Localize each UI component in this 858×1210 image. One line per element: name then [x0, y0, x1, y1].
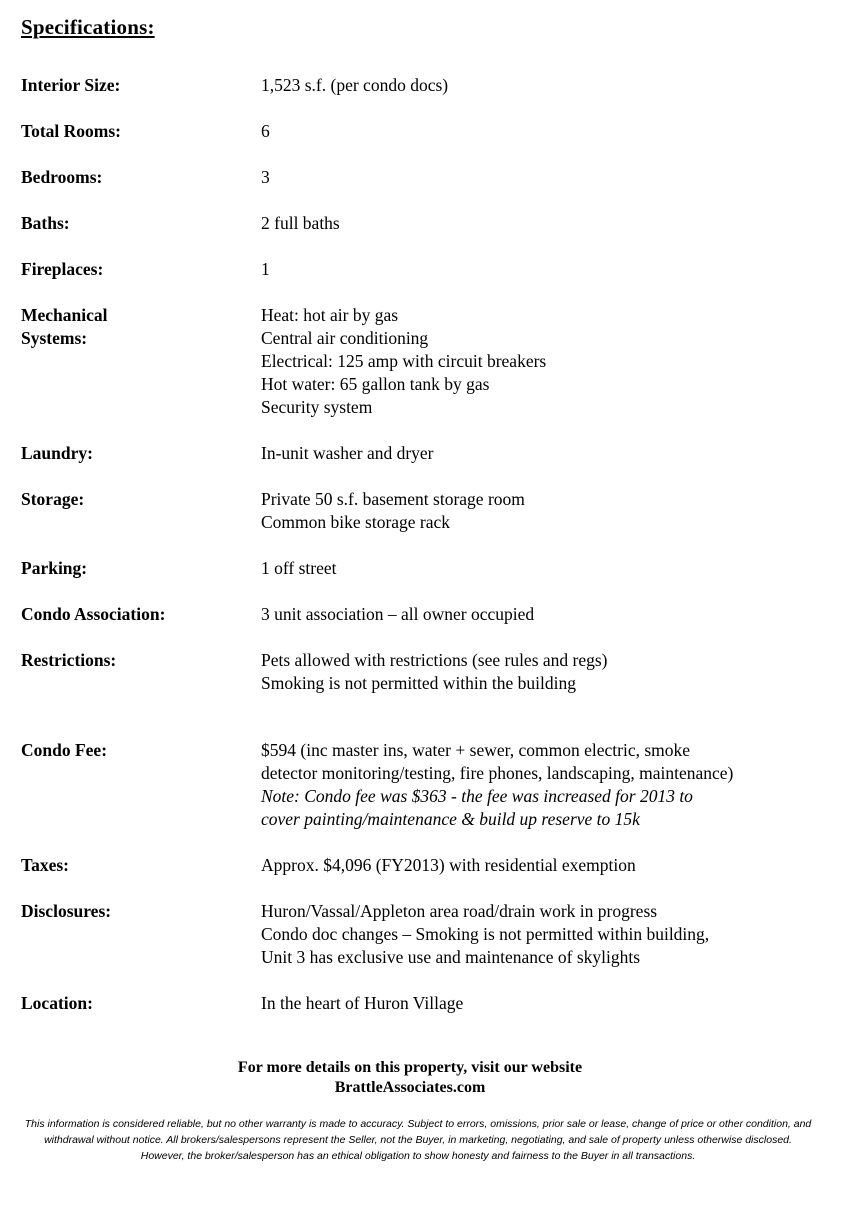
- spec-label: Mechanical Systems:: [21, 305, 108, 348]
- spec-label: Location:: [21, 993, 93, 1013]
- spec-label: Condo Fee:: [21, 740, 108, 760]
- spec-value: Huron/Vassal/Appleton area road/drain work in progress Condo doc changes – Smoking is not permitted within building, Unit 3 has exclusive use and maintenance of skylights: [261, 901, 710, 967]
- spec-label: Interior Size:: [21, 75, 121, 95]
- footer-cta: [0, 1058, 820, 1098]
- spec-value: In the heart of Huron Village: [261, 993, 464, 1013]
- spec-value: Approx. $4,096 (FY2013) with residential exemption: [261, 855, 636, 875]
- spec-label: Parking:: [21, 558, 88, 578]
- website-link[interactable]: BrattleAssociates.com: [334, 1079, 486, 1096]
- disclaimer-text: This information is considered reliable, but no other warranty is made to accuracy. Subject to errors, omissions, prior sale or lease, change of price or other condition, and withdrawal without notice. All brokers/salespersons represent the Seller, not the Buyer, in marketing, negotiating, and sale of property unless otherwise disclosed. However, the broker/salesperson has an ethical obligation to show honesty and fairness to the Buyer in all transactions.: [24, 1118, 812, 1162]
- spec-value: 3: [261, 167, 270, 187]
- spec-label: Bedrooms:: [21, 167, 103, 187]
- spec-label: Condo Association:: [21, 604, 166, 624]
- spec-value: 1,523 s.f. (per condo docs): [261, 75, 449, 95]
- spec-value: 1 off street: [261, 558, 337, 578]
- spec-value: Private 50 s.f. basement storage room Common bike storage rack: [261, 489, 525, 532]
- spec-value: $594 (inc master ins, water + sewer, common electric, smoke detector monitoring/testing, fire phones, landscaping, maintenance) Note: Condo fee was $363 - the fee was increased for 2013 to cover painting/maintenance & build up reserve to 15k: [261, 739, 841, 831]
- spec-label: Laundry:: [21, 443, 93, 463]
- spec-value: 6: [261, 121, 270, 141]
- spec-value: Heat: hot air by gas Central air conditioning Electrical: 125 amp with circuit breakers Hot water: 65 gallon tank by gas Security system: [261, 305, 547, 417]
- spec-label: Baths:: [21, 213, 70, 233]
- spec-value: 2 full baths: [261, 213, 340, 233]
- spec-label: Disclosures:: [21, 901, 112, 921]
- page-title: Specifications:: [21, 15, 155, 39]
- spec-label: Storage:: [21, 489, 85, 509]
- spec-label: Total Rooms:: [21, 121, 121, 141]
- spec-label: Restrictions:: [21, 650, 117, 670]
- condo-fee-note: cover painting/maintenance & build up reserve to 15k: [261, 809, 640, 829]
- spec-label: Fireplaces:: [21, 259, 104, 279]
- spec-value: 1: [261, 259, 270, 279]
- spec-value: In-unit washer and dryer: [261, 443, 434, 463]
- footer-cta-text: For more details on this property, visit our website: [237, 1059, 583, 1076]
- condo-fee-note: Note: Condo fee was $363 - the fee was increased for 2013 to: [261, 786, 693, 806]
- spec-value: 3 unit association – all owner occupied: [261, 604, 535, 624]
- spec-label: Taxes:: [21, 855, 69, 875]
- spec-value: Pets allowed with restrictions (see rules and regs) Smoking is not permitted within the building: [261, 650, 608, 693]
